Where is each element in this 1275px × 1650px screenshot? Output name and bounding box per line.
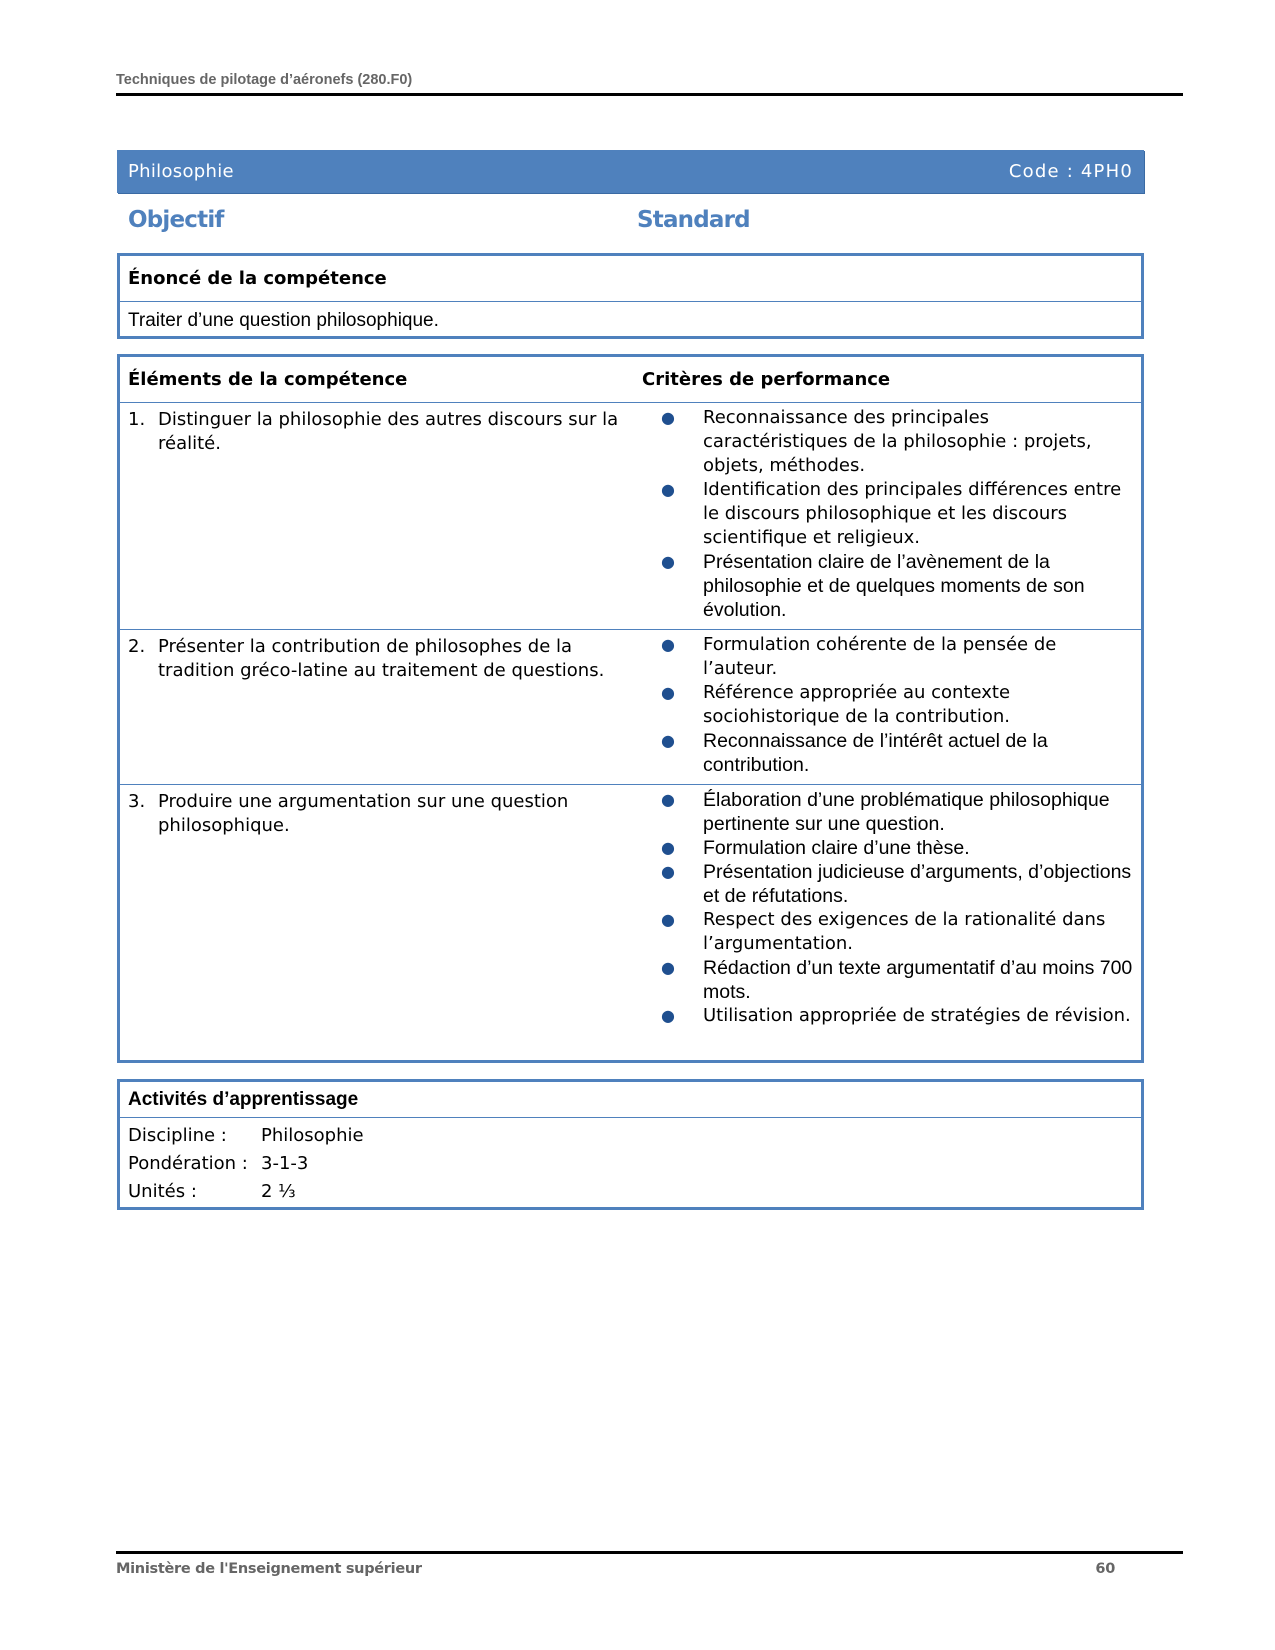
elements-table — [117, 354, 1144, 1063]
criterion-item: ● Présentation judicieuse d’arguments, d’objections et de réfutations. — [638, 860, 1133, 908]
element-number: 2. — [128, 636, 146, 657]
bullet-icon: ● — [661, 683, 675, 702]
course-name: Philosophie — [128, 161, 234, 182]
course-code: Code : 4PH0 — [1008, 161, 1133, 182]
criterion-item: ● Référence appropriée au contexte sociohistorique de la contribution. — [638, 681, 1133, 729]
criterion-item: ● Présentation claire de l’avènement de la philosophie et de quelques moments de son évolution. — [638, 550, 1133, 622]
element-text: Distinguer la philosophie des autres discours sur la réalité. — [158, 409, 619, 454]
criterion-item: ● Formulation cohérente de la pensée de l’auteur. — [638, 633, 1133, 681]
header-rule — [116, 93, 1183, 96]
unites-field: Unités : 2 ⅓ — [128, 1181, 296, 1202]
criterion-item: ● Élaboration d’une problématique philosophique pertinente sur une question. — [638, 788, 1133, 836]
elements-table-header — [120, 357, 1141, 403]
element-number: 3. — [128, 791, 146, 812]
discipline-field: Discipline : Philosophie — [128, 1125, 364, 1146]
objectif-heading: Objectif — [128, 207, 224, 233]
criterion-item: ● Reconnaissance de l’intérêt actuel de la contribution. — [638, 729, 1133, 777]
page-header — [116, 72, 1183, 88]
bullet-icon: ● — [661, 838, 675, 857]
criterion-item: ● Formulation claire d’une thèse. — [638, 836, 1133, 860]
criterion-item: ● Utilisation appropriée de stratégies de révision. — [638, 1004, 1133, 1028]
bullet-icon: ● — [661, 731, 675, 750]
activites-title: Activités d’apprentissage — [120, 1082, 1141, 1118]
bullet-icon: ● — [661, 480, 675, 499]
element-text: Produire une argumentation sur une question philosophique. — [158, 791, 569, 836]
page-footer — [116, 1551, 1183, 1577]
bullet-icon: ● — [661, 862, 675, 881]
activites-box — [117, 1079, 1144, 1210]
table-row — [120, 403, 1141, 630]
criterion-item: ● Reconnaissance des principales caractéristiques de la philosophie : projets, objets, méthodes. — [638, 406, 1133, 478]
element-text: Présenter la contribution de philosophes de la tradition gréco-latine au traitement de questions. — [158, 636, 605, 681]
bullet-icon: ● — [661, 635, 675, 654]
bullet-icon: ● — [661, 408, 675, 427]
page-number: 60 — [1095, 1561, 1115, 1577]
bullet-icon: ● — [661, 958, 675, 977]
enonce-title: Énoncé de la compétence — [120, 256, 1141, 302]
course-banner — [117, 150, 1144, 193]
element-number: 1. — [128, 409, 146, 430]
bullet-icon: ● — [661, 790, 675, 809]
criterion-item: ● Rédaction d’un texte argumentatif d’au moins 700 mots. — [638, 956, 1133, 1004]
table-row — [120, 785, 1141, 1060]
col-elements-title: Éléments de la compétence — [128, 369, 408, 390]
footer-ministry: Ministère de l'Enseignement supérieur — [116, 1561, 422, 1577]
bullet-icon: ● — [661, 910, 675, 929]
criterion-item: ● Respect des exigences de la rationalité dans l’argumentation. — [638, 908, 1133, 956]
enonce-text: Traiter d’une question philosophique. — [128, 310, 439, 331]
criterion-item: ● Identification des principales différences entre le discours philosophique et les discours scientifique et religieux. — [638, 478, 1133, 550]
standard-heading: Standard — [637, 207, 750, 233]
bullet-icon: ● — [661, 552, 675, 571]
ponderation-field: Pondération : 3-1-3 — [128, 1153, 309, 1174]
bullet-icon: ● — [661, 1006, 675, 1025]
program-title: Techniques de pilotage d’aéronefs (280.F0) — [116, 72, 413, 88]
section-headings — [117, 207, 1144, 237]
table-row — [120, 630, 1141, 785]
enonce-box — [117, 253, 1144, 339]
col-criteres-title: Critères de performance — [642, 369, 891, 390]
